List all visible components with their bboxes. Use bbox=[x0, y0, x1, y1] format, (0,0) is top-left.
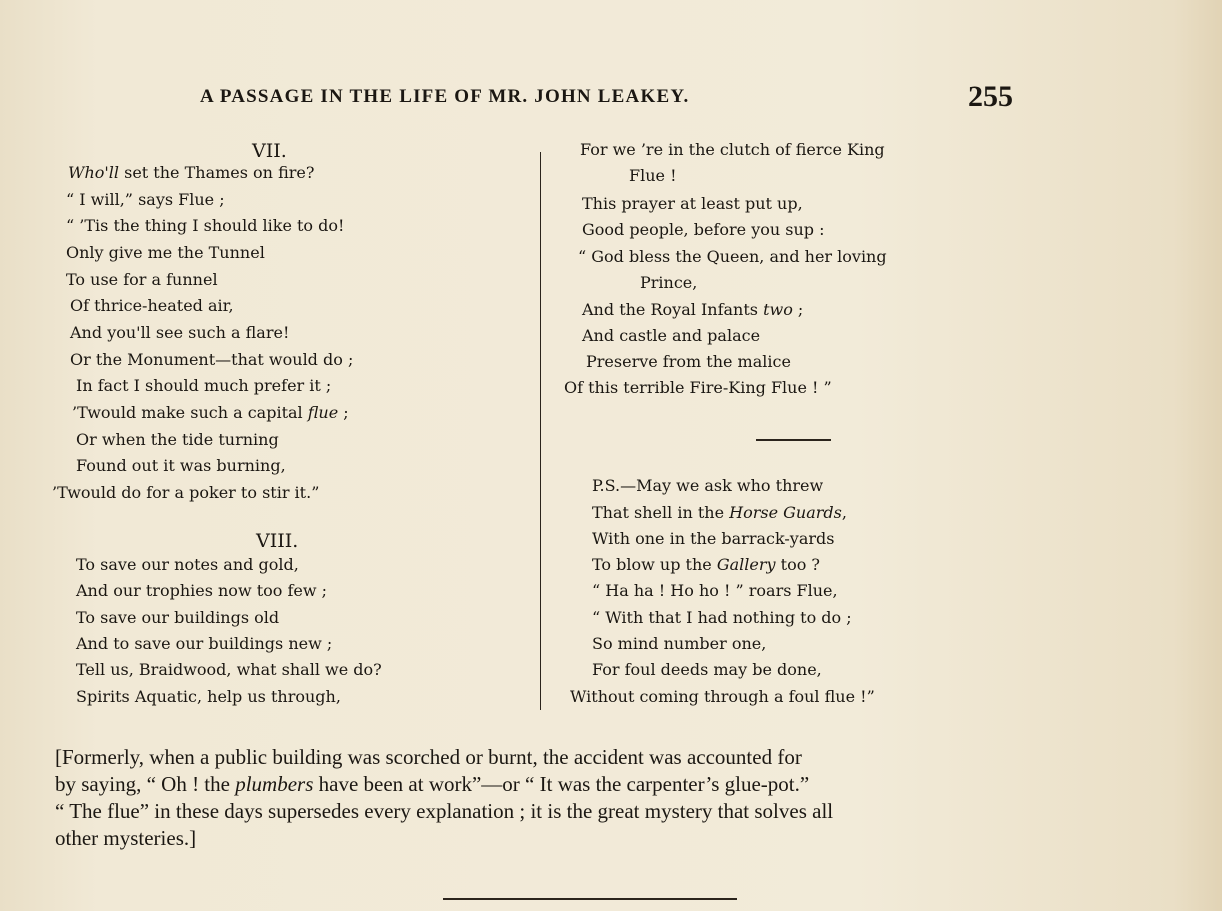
verse-line: “ With that I had nothing to do ; bbox=[592, 608, 852, 627]
footnote-paragraph bbox=[55, 744, 1045, 852]
verse-line: To use for a funnel bbox=[66, 270, 218, 289]
stanza-number: VII. bbox=[252, 140, 287, 162]
verse-line: Of this terrible Fire-King Flue ! ” bbox=[564, 378, 832, 397]
verse-line: To save our notes and gold, bbox=[76, 555, 299, 574]
verse-line: That shell in the Horse Guards, bbox=[592, 503, 847, 522]
section-rule bbox=[756, 439, 831, 441]
footnote-line: [Formerly, when a public building was scorched or burnt, the accident was accounted for bbox=[55, 745, 802, 769]
verse-line: So mind number one, bbox=[592, 634, 767, 653]
verse-line: Without coming through a foul flue !” bbox=[570, 687, 875, 706]
verse-line: Flue ! bbox=[629, 166, 677, 185]
bottom-rule bbox=[443, 898, 737, 900]
verse-line: To save our buildings old bbox=[76, 608, 280, 627]
verse-line: Spirits Aquatic, help us through, bbox=[76, 687, 341, 706]
verse-line: And you'll see such a flare! bbox=[70, 323, 290, 342]
verse-line: Of thrice-heated air, bbox=[70, 296, 234, 315]
verse-line: This prayer at least put up, bbox=[582, 194, 803, 213]
verse-line: And to save our buildings new ; bbox=[76, 634, 333, 653]
verse-line: And the Royal Infants two ; bbox=[582, 300, 804, 319]
verse-line: To blow up the Gallery too ? bbox=[592, 555, 821, 574]
verse-line: Preserve from the malice bbox=[586, 352, 791, 371]
verse-line: And castle and palace bbox=[582, 326, 761, 345]
footnote-line: other mysteries.] bbox=[55, 826, 197, 850]
column-divider bbox=[540, 152, 541, 710]
verse-line: ’Twould do for a poker to stir it.” bbox=[52, 483, 320, 502]
verse-line: For foul deeds may be done, bbox=[592, 660, 822, 679]
stanza-number: VIII. bbox=[256, 530, 299, 552]
verse-line: Good people, before you sup : bbox=[582, 220, 825, 239]
verse-line: Prince, bbox=[640, 273, 698, 292]
verse-line: “ I will,” says Flue ; bbox=[66, 190, 225, 209]
verse-line: With one in the barrack-yards bbox=[592, 529, 835, 548]
verse-line: P.S.—May we ask who threw bbox=[592, 476, 824, 495]
running-head: A PASSAGE IN THE LIFE OF MR. JOHN LEAKEY. bbox=[200, 86, 690, 107]
verse-line: Who'll set the Thames on fire? bbox=[68, 163, 315, 182]
verse-line: Tell us, Braidwood, what shall we do? bbox=[76, 660, 382, 679]
verse-line: “ Ha ha ! Ho ho ! ” roars Flue, bbox=[592, 581, 838, 600]
verse-line: In fact I should much prefer it ; bbox=[76, 376, 332, 395]
verse-line: For we ’re in the clutch of fierce King bbox=[580, 140, 885, 159]
verse-line: ’Twould make such a capital flue ; bbox=[72, 403, 349, 422]
verse-line: Found out it was burning, bbox=[76, 456, 286, 475]
footnote-line: “ The flue” in these days supersedes every explanation ; it is the great mystery that solves all bbox=[55, 799, 834, 823]
verse-line: “ God bless the Queen, and her loving bbox=[578, 247, 887, 266]
footnote-line: by saying, “ Oh ! the plumbers have been at work”—or “ It was the carpenter’s glue-pot.” bbox=[55, 772, 810, 796]
verse-line: “ ’Tis the thing I should like to do! bbox=[66, 216, 345, 235]
verse-line: Or when the tide turning bbox=[76, 430, 279, 449]
verse-line: Or the Monument—that would do ; bbox=[70, 350, 354, 369]
page-number: 255 bbox=[968, 80, 1013, 113]
verse-line: Only give me the Tunnel bbox=[66, 243, 265, 262]
verse-line: And our trophies now too few ; bbox=[76, 581, 328, 600]
